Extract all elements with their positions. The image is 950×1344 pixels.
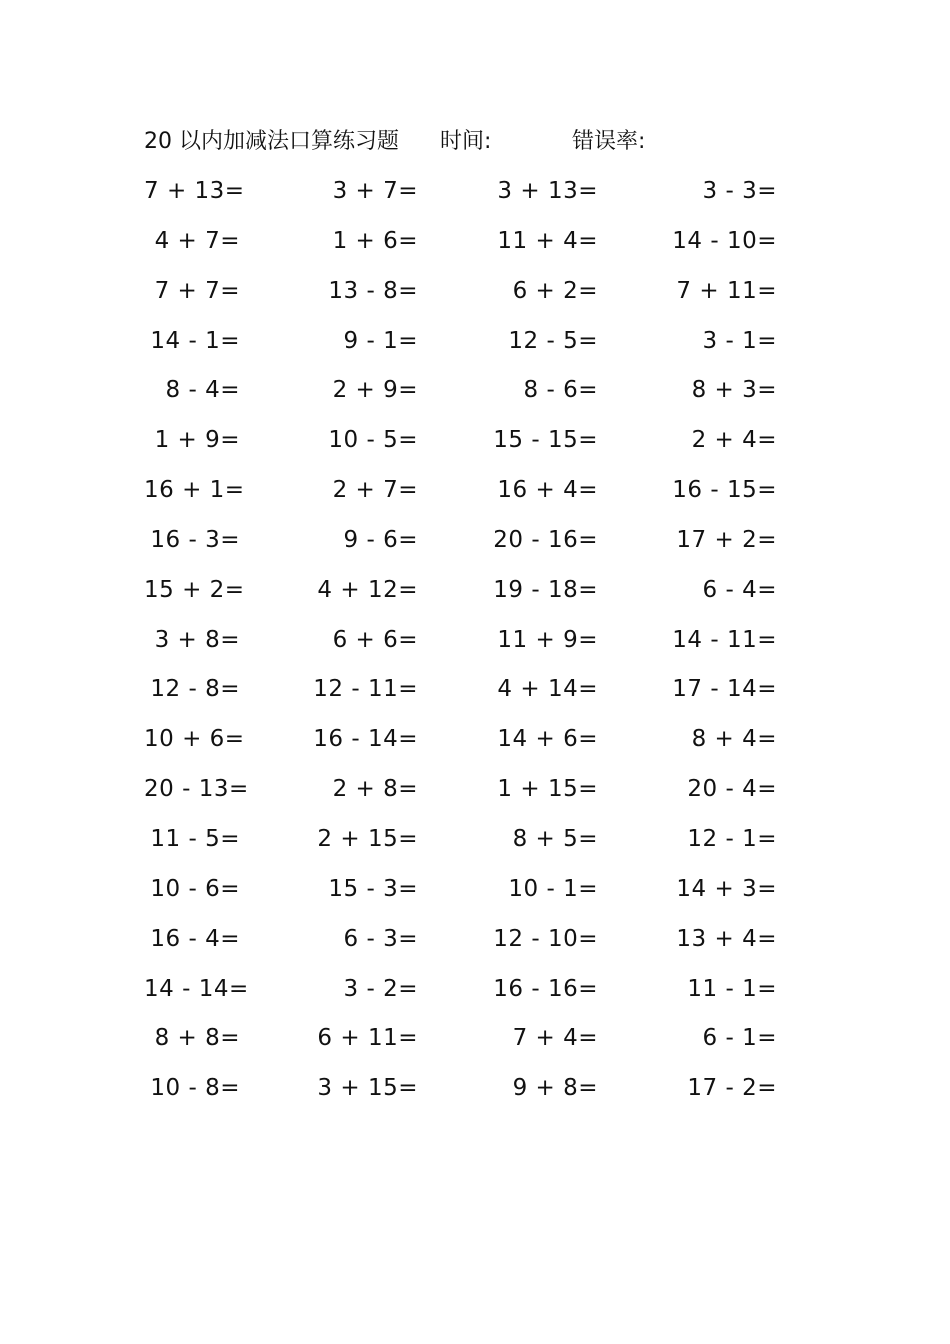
problem-cell: 1 + 6=	[332, 227, 418, 254]
problem-cell: 16 + 1=	[144, 477, 245, 504]
problem-cell: 12 - 5=	[508, 327, 598, 354]
problem-cell: 10 - 1=	[508, 875, 598, 902]
problem-cell: 17 - 2=	[687, 1075, 777, 1102]
time-label: 时间:	[440, 129, 492, 154]
problem-cell: 14 - 11=	[672, 626, 777, 653]
worksheet-header	[144, 124, 784, 160]
problem-cell: 6 - 3=	[343, 925, 418, 952]
problem-cell: 15 + 2=	[144, 576, 245, 603]
problem-cell: 19 - 18=	[493, 576, 598, 603]
problem-cell: 14 - 10=	[672, 227, 777, 254]
problem-cell: 2 + 15=	[317, 825, 418, 852]
problem-cell: 8 + 8=	[154, 1025, 240, 1052]
problem-cell: 14 - 1=	[150, 327, 240, 354]
problem-cell: 9 + 8=	[512, 1075, 598, 1102]
problem-cell: 7 + 11=	[676, 277, 777, 304]
problem-cell: 1 + 15=	[497, 776, 598, 803]
problem-cell: 2 + 8=	[332, 776, 418, 803]
problem-cell: 12 - 10=	[493, 925, 598, 952]
problem-cell: 20 - 16=	[493, 526, 598, 553]
problem-cell: 15 - 3=	[328, 875, 418, 902]
problem-cell: 12 - 11=	[313, 676, 418, 703]
problem-cell: 16 - 3=	[150, 526, 240, 553]
problem-cell: 7 + 13=	[144, 178, 245, 204]
problem-cell: 10 - 6=	[150, 875, 240, 902]
problem-cell: 13 - 8=	[328, 277, 418, 304]
problem-cell: 20 - 4=	[687, 776, 777, 803]
problem-cell: 3 + 8=	[154, 626, 240, 653]
problem-cell: 16 - 4=	[150, 925, 240, 952]
error-rate-label: 错误率:	[572, 129, 646, 154]
problem-cell: 14 + 6=	[497, 726, 598, 753]
problem-cell: 16 - 15=	[672, 477, 777, 504]
problem-cell: 17 - 14=	[672, 676, 777, 703]
problem-cell: 2 + 7=	[332, 477, 418, 504]
problem-cell: 10 - 5=	[328, 427, 418, 454]
problem-cell: 6 + 2=	[512, 277, 598, 304]
problem-cell: 3 - 1=	[702, 327, 777, 354]
problem-cell: 6 - 4=	[702, 576, 777, 603]
problem-cell: 13 + 4=	[676, 925, 777, 952]
problem-cell: 6 + 11=	[317, 1025, 418, 1052]
problem-cell: 11 - 1=	[687, 975, 777, 1002]
problem-cell: 7 + 4=	[512, 1025, 598, 1052]
problem-cell: 3 + 15=	[317, 1075, 418, 1102]
problem-cell: 12 - 1=	[687, 825, 777, 852]
problem-cell: 9 - 6=	[343, 526, 418, 553]
problem-cell: 2 + 4=	[691, 427, 777, 454]
problem-cell: 3 - 3=	[702, 178, 777, 204]
problem-grid	[144, 172, 784, 1119]
problem-cell: 3 - 2=	[343, 975, 418, 1002]
problem-cell: 10 - 8=	[150, 1075, 240, 1102]
problem-cell: 14 - 14=	[144, 975, 249, 1002]
problem-cell: 2 + 9=	[332, 377, 418, 404]
problem-cell: 1 + 9=	[154, 427, 240, 454]
problem-cell: 6 + 6=	[332, 626, 418, 653]
problem-cell: 17 + 2=	[676, 526, 777, 553]
problem-cell: 11 + 9=	[497, 626, 598, 653]
problem-cell: 4 + 7=	[154, 227, 240, 254]
problem-cell: 3 + 7=	[332, 178, 418, 204]
problem-cell: 7 + 7=	[154, 277, 240, 304]
problem-cell: 16 - 16=	[493, 975, 598, 1002]
problem-cell: 20 - 13=	[144, 776, 249, 803]
problem-cell: 8 - 4=	[165, 377, 240, 404]
problem-cell: 4 + 14=	[497, 676, 598, 703]
problem-cell: 10 + 6=	[144, 726, 245, 753]
problem-cell: 8 + 5=	[512, 825, 598, 852]
problem-cell: 4 + 12=	[317, 576, 418, 603]
problem-cell: 6 - 1=	[702, 1025, 777, 1052]
problem-cell: 9 - 1=	[343, 327, 418, 354]
problem-cell: 12 - 8=	[150, 676, 240, 703]
problem-cell: 8 - 6=	[523, 377, 598, 404]
problem-cell: 15 - 15=	[493, 427, 598, 454]
problem-cell: 8 + 3=	[691, 377, 777, 404]
problem-cell: 16 - 14=	[313, 726, 418, 753]
problem-cell: 14 + 3=	[676, 875, 777, 902]
problem-cell: 8 + 4=	[691, 726, 777, 753]
problem-cell: 3 + 13=	[497, 178, 598, 204]
problem-cell: 11 - 5=	[150, 825, 240, 852]
problem-cell: 11 + 4=	[497, 227, 598, 254]
problem-cell: 16 + 4=	[497, 477, 598, 504]
worksheet-title: 20 以内加减法口算练习题	[144, 129, 399, 154]
